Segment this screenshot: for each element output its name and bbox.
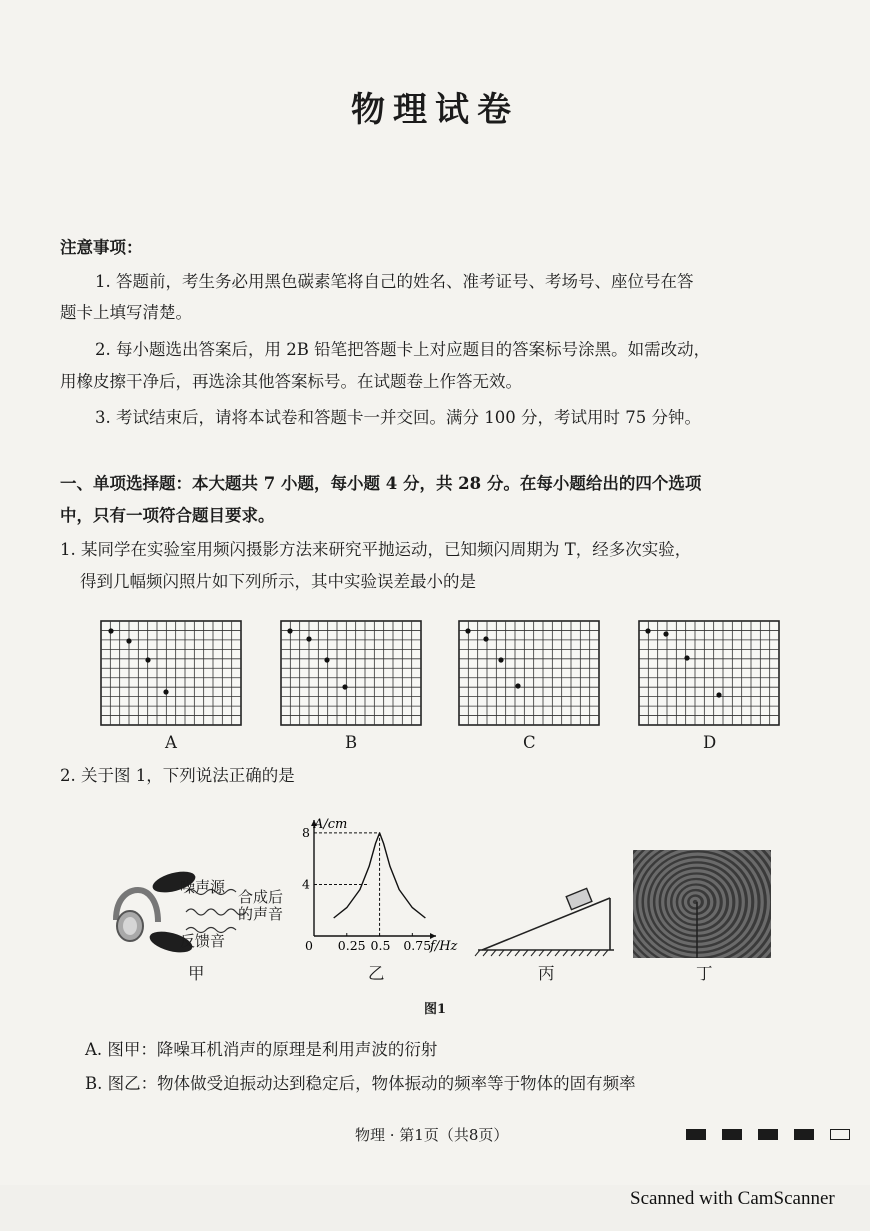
figure-bing-incline <box>474 880 618 958</box>
figure-1-caption: 图1 <box>424 1002 447 1017</box>
figure-ding-wave-interference <box>633 850 771 958</box>
chart-y-axis-label: A/cm <box>314 817 348 832</box>
chart-origin-label: 0 <box>305 938 313 953</box>
question-1-line-1: 1. 某同学在实验室用频闪摄影方法来研究平抛运动，已知频闪周期为 T，经多次实验， <box>60 540 692 559</box>
footer-square-mark <box>722 1129 742 1140</box>
panel-label-jia: 甲 <box>188 964 205 983</box>
footer-square-mark-empty <box>830 1129 850 1140</box>
notes-item-3: 3. 考试结束后，请将本试卷和答题卡一并交回。满分 100 分，考试用时 75 分钟。 <box>95 408 701 427</box>
q1-grid-d <box>638 620 780 726</box>
chart-y-tick-label: 4 <box>302 876 310 892</box>
question-2-stem: 2. 关于图 1，下列说法正确的是 <box>60 766 295 785</box>
chart-x-axis-label: f/Hz <box>430 939 458 954</box>
notes-item-2-line-1: 2. 每小题选出答案后，用 2B 铅笔把答题卡上对应题目的答案标号涂黑。如需改动， <box>95 340 711 359</box>
chart-x-tick-label: 0.75 <box>403 938 432 953</box>
chart-x-tick-label: 0.5 <box>370 938 391 953</box>
jia-noise-source-label: 噪声源 <box>180 878 226 896</box>
notes-item-1-line-1: 1. 答题前，考生务必用黑色碳素笔将自己的姓名、准考证号、考场号、座位号在答 <box>95 272 694 291</box>
footer-square-mark <box>794 1129 814 1140</box>
footer-square-mark <box>758 1129 778 1140</box>
question-1-line-2: 得到几幅频闪照片如下列所示，其中实验误差最小的是 <box>80 572 476 591</box>
q1-grid-b <box>280 620 422 726</box>
q2-option-a: A. 图甲：降噪耳机消声的原理是利用声波的衍射 <box>85 1040 438 1059</box>
camscanner-watermark: Scanned with CamScanner <box>630 1188 835 1209</box>
page-title: 物理试卷 <box>351 90 519 130</box>
q1-grid-c <box>458 620 600 726</box>
q1-option-label-c: C <box>523 733 536 752</box>
jia-combined-sound-label-1: 合成后 <box>238 888 284 906</box>
chart-y-tick-label: 8 <box>302 824 310 840</box>
jia-combined-sound-label-2: 的声音 <box>238 905 284 923</box>
notes-item-2-line-2: 用橡皮擦干净后，再选涂其他答案标号。在试题卷上作答无效。 <box>60 372 522 391</box>
panel-label-yi: 乙 <box>368 964 385 983</box>
panel-label-ding: 丁 <box>696 964 713 983</box>
q1-option-label-a: A <box>165 733 177 752</box>
section-1-heading-line-1: 一、单项选择题：本大题共 7 小题，每小题 4 分，共 28 分。在每小题给出的四个选项 <box>60 474 702 493</box>
notes-heading: 注意事项： <box>60 238 143 257</box>
q2-option-b: B. 图乙：物体做受迫振动达到稳定后，物体振动的频率等于物体的固有频率 <box>85 1074 636 1093</box>
q1-grid-a <box>100 620 242 726</box>
resonance-chart <box>290 812 460 952</box>
panel-label-bing: 丙 <box>538 964 555 983</box>
chart-x-tick-label: 0.25 <box>337 938 366 953</box>
q1-option-label-b: B <box>345 733 358 752</box>
page-footer: 物理 · 第1页（共8页） <box>355 1126 509 1144</box>
notes-item-1-line-2: 题卡上填写清楚。 <box>60 303 192 322</box>
footer-square-mark <box>686 1129 706 1140</box>
q1-option-label-d: D <box>703 733 717 752</box>
section-1-heading-line-2: 中，只有一项符合题目要求。 <box>60 506 275 525</box>
jia-feedback-label: 反馈音 <box>180 932 226 950</box>
combined-wave-icon <box>186 909 246 915</box>
